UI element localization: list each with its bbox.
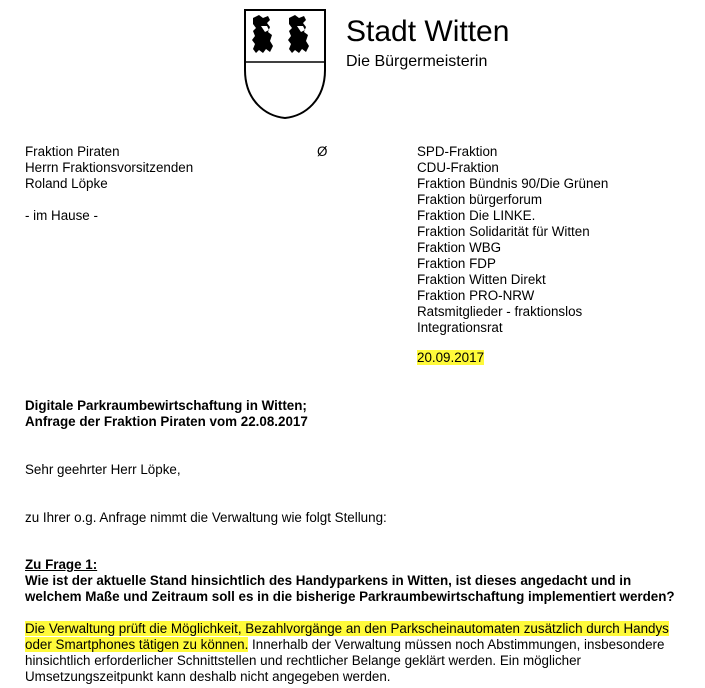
answer-1 bbox=[25, 621, 669, 685]
question-1 bbox=[25, 557, 675, 605]
cc-list-item: Fraktion FDP bbox=[417, 256, 496, 271]
answer-text: hinsichtlich erforderlicher Schnittstellen und rechtlicher Belange geklärt werden. Ein möglicher bbox=[25, 653, 581, 668]
answer-highlight: Die Verwaltung prüft die Möglichkeit, Bezahlvorgänge an den Parkscheinautomaten zusätzlich durch Handys bbox=[25, 621, 669, 636]
answer-text: Innerhalb der Verwaltung müssen noch Abstimmungen, insbesondere bbox=[248, 637, 665, 652]
cc-list-item: Fraktion WBG bbox=[417, 240, 502, 255]
cc-list-item: CDU-Fraktion bbox=[417, 160, 499, 175]
letter-date: 20.09.2017 bbox=[417, 350, 485, 365]
letterhead-office: Die Bürgermeisterin bbox=[346, 53, 488, 70]
city-crest-logo bbox=[243, 8, 327, 120]
recipient-line: Herrn Fraktionsvorsitzenden bbox=[25, 160, 194, 175]
subject bbox=[25, 398, 308, 430]
cc-list-item: Fraktion Witten Direkt bbox=[417, 272, 546, 287]
cc-list bbox=[417, 144, 608, 336]
cc-list-item: Ratsmitglieder - fraktionslos bbox=[417, 304, 583, 319]
cc-list-item: Integrationsrat bbox=[417, 320, 503, 335]
subject-line: Digitale Parkraumbewirtschaftung in Witten; bbox=[25, 398, 307, 413]
answer-text: Umsetzungszeitpunkt kann deshalb nicht angegeben werden. bbox=[25, 669, 391, 684]
salutation: Sehr geehrter Herr Löpke, bbox=[25, 462, 181, 477]
answer-highlight: oder Smartphones tätigen zu können. bbox=[25, 637, 249, 652]
cc-list-item: Fraktion Die LINKE. bbox=[417, 208, 536, 223]
intro-text: zu Ihrer o.g. Anfrage nimmt die Verwaltung wie folgt Stellung: bbox=[25, 510, 387, 525]
cc-list-item: Fraktion Solidarität für Witten bbox=[417, 224, 590, 239]
recipient-note: - im Hause - bbox=[25, 208, 98, 223]
cc-list-item: Fraktion Bündnis 90/Die Grünen bbox=[417, 176, 609, 191]
letterhead-city: Stadt Witten bbox=[346, 15, 510, 48]
recipient-line: Roland Löpke bbox=[25, 176, 108, 191]
cc-marker: Ø bbox=[317, 144, 328, 159]
cc-list-item: Fraktion PRO-NRW bbox=[417, 288, 535, 303]
cc-list-item: SPD-Fraktion bbox=[417, 144, 498, 159]
recipient-line: Fraktion Piraten bbox=[25, 144, 120, 159]
question-heading: Zu Frage 1: bbox=[25, 557, 98, 572]
question-line: Wie ist der aktuelle Stand hinsichtlich des Handyparkens in Witten, ist dieses angedacht und in bbox=[25, 573, 632, 588]
subject-line: Anfrage der Fraktion Piraten vom 22.08.2017 bbox=[25, 414, 308, 429]
cc-list-item: Fraktion bürgerforum bbox=[417, 192, 543, 207]
recipient-address bbox=[25, 144, 193, 224]
question-line: welchem Maße und Zeitraum soll es in die bisherige Parkraumbewirtschaftung implementiert werden? bbox=[25, 589, 675, 604]
